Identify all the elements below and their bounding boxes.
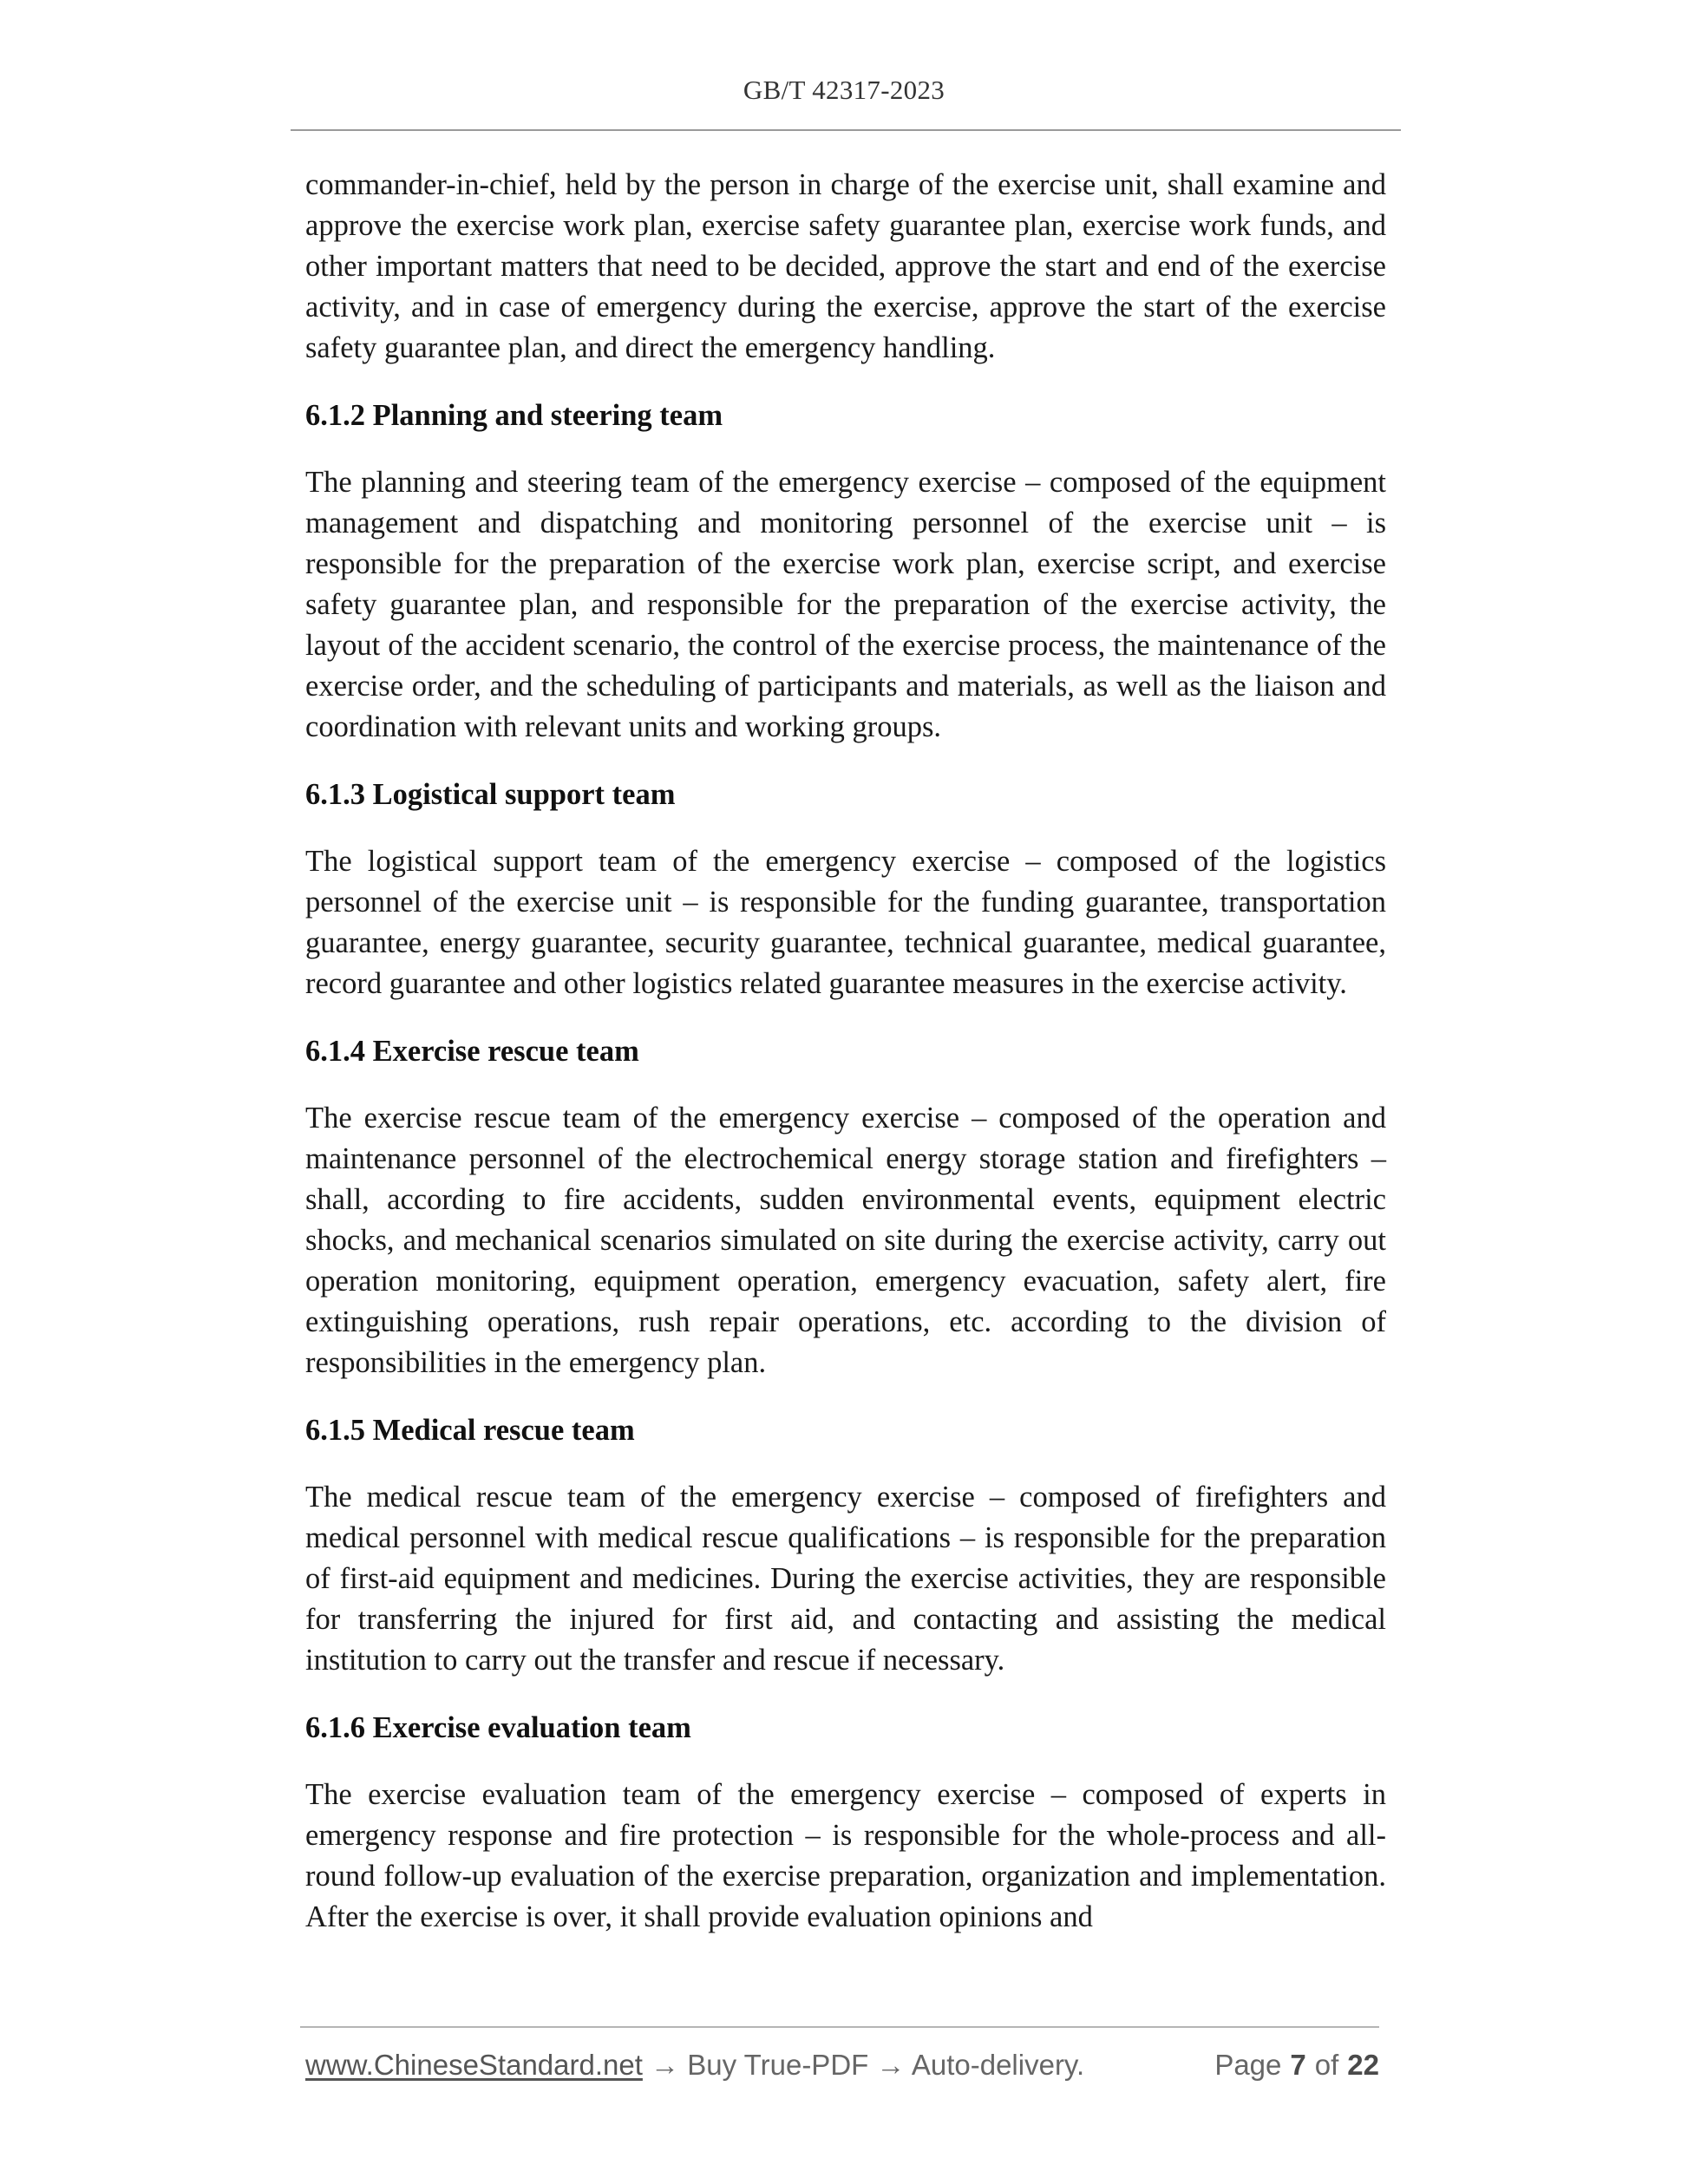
arrow-right-icon: → [651, 2049, 680, 2081]
page-header [0, 75, 1688, 106]
total-pages-number: 22 [1347, 2049, 1379, 2081]
standard-number: GB/T 42317-2023 [743, 75, 945, 105]
section-text-6-1-2: The planning and steering team of the emergency exercise – composed of the equipment management and dispatching and monitoring personnel of the exercise unit – is responsible for the preparation of the exercise work plan, exercise script, and exercise safety guarantee plan, and responsible for the preparation of the exercise activity, the layout of the accident scenario, the control of the exercise process, the maintenance of the exercise order, and the scheduling of participants and materials, as well as the liaison and coordination with relevant units and working groups. [305, 466, 1386, 743]
section-text-6-1-5: The medical rescue team of the emergency exercise – composed of firefighters and medical personnel with medical rescue qualifications – is responsible for the preparation of first-aid equipment and medicines. During the exercise activities, they are responsible for transferring the injured for first aid, and contacting and assisting the medical institution to carry out the transfer and rescue if necessary. [305, 1481, 1386, 1677]
document-body [305, 165, 1386, 1938]
page-label: Page [1214, 2049, 1282, 2081]
buy-pdf-text: Buy True-PDF [687, 2049, 869, 2081]
header-divider [291, 129, 1401, 131]
section-heading-6-1-3: 6.1.3 Logistical support team [305, 778, 676, 811]
auto-delivery-text: Auto-delivery. [911, 2049, 1085, 2081]
intro-paragraph: commander-in-chief, held by the person in charge of the exercise unit, shall examine and approve the exercise work plan, exercise safety guarantee plan, exercise work funds, and other important matters that need to be decided, approve the start and end of the exercise activity, and in case of emergency during the exercise, approve the start of the exercise safety guarantee plan, and direct the emergency handling. [305, 168, 1386, 364]
section-text-6-1-4: The exercise rescue team of the emergency exercise – composed of the operation and maintenance personnel of the electrochemical energy storage station and firefighters – shall, according to fire accidents, sudden environmental events, equipment electric shocks, and mechanical scenarios simulated on site during the exercise activity, carry out operation monitoring, equipment operation, emergency evacuation, safety alert, fire extinguishing operations, rush repair operations, etc. according to the division of responsibilities in the emergency plan. [305, 1102, 1386, 1379]
current-page-number: 7 [1290, 2049, 1306, 2081]
section-heading-6-1-6: 6.1.6 Exercise evaluation team [305, 1711, 691, 1744]
footer-promo [305, 2049, 1084, 2082]
section-heading-6-1-2: 6.1.2 Planning and steering team [305, 399, 723, 432]
section-heading-6-1-5: 6.1.5 Medical rescue team [305, 1414, 635, 1447]
section-text-6-1-3: The logistical support team of the emergency exercise – composed of the logistics personnel of the exercise unit – is responsible for the funding guarantee, transportation guarantee, energy guarantee, security guarantee, technical guarantee, medical guarantee, record guarantee and other logistics related guarantee measures in the exercise activity. [305, 845, 1386, 1000]
page-footer [305, 2049, 1379, 2087]
arrow-right-icon: → [876, 2049, 906, 2081]
of-label: of [1314, 2049, 1339, 2081]
page-indicator [1214, 2049, 1379, 2082]
footer-divider [300, 2026, 1379, 2028]
site-link[interactable]: www.ChineseStandard.net [305, 2049, 643, 2081]
section-text-6-1-6: The exercise evaluation team of the emergency exercise – composed of experts in emergency response and fire protection – is responsible for the whole-process and all-round follow-up evaluation of the exercise preparation, organization and implementation. After the exercise is over, it shall provide evaluation opinions and [305, 1778, 1386, 1933]
section-heading-6-1-4: 6.1.4 Exercise rescue team [305, 1035, 639, 1068]
